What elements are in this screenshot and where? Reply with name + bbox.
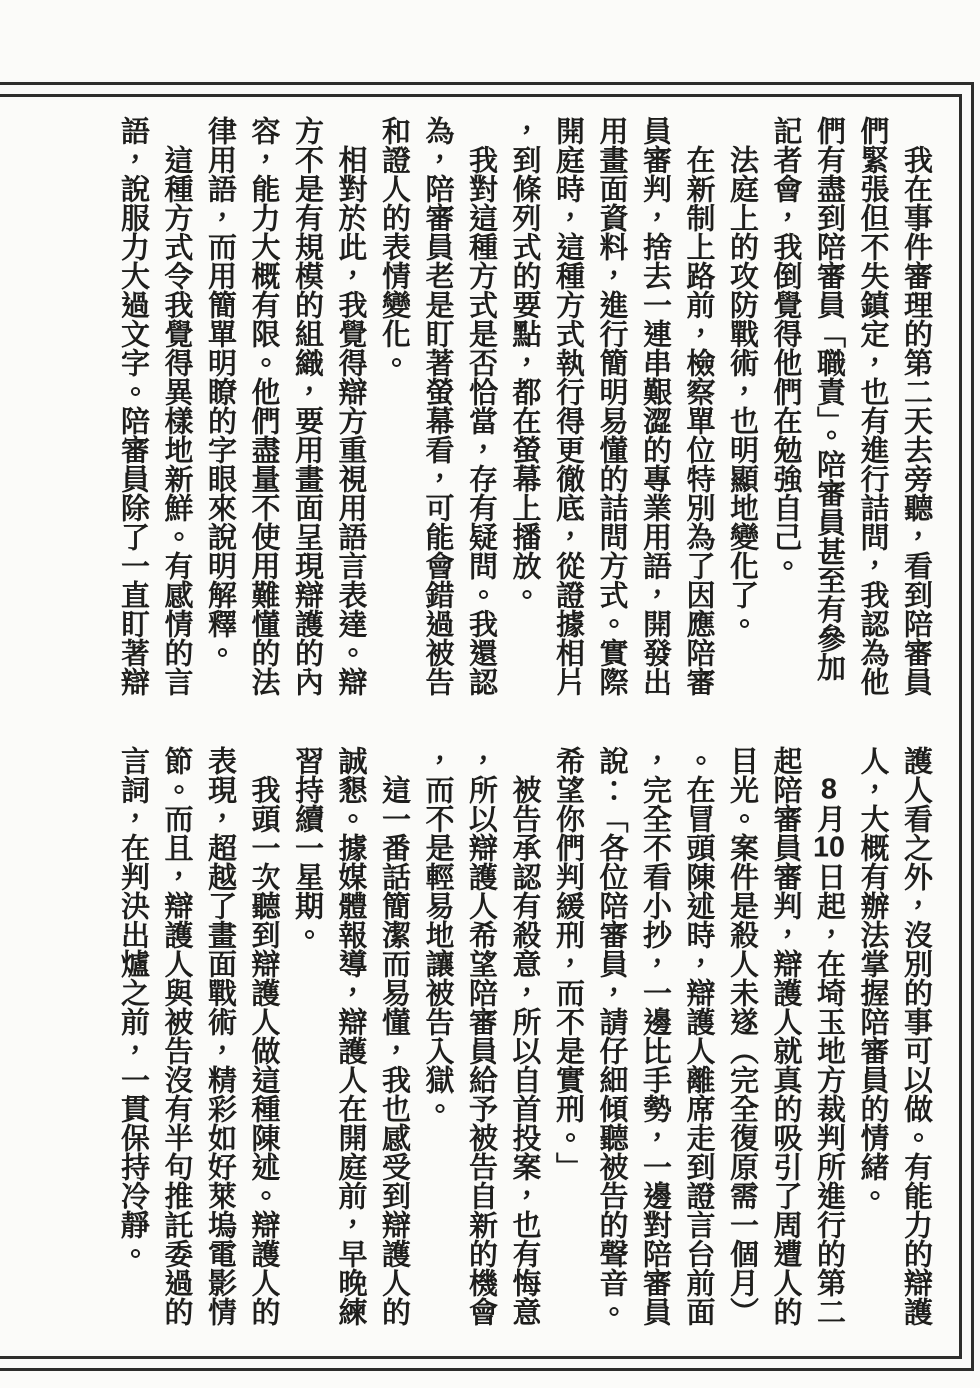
text-block-bottom: [105, 746, 937, 1332]
paragraph: 這一番話簡潔而易懂，我也感受到辯護人的誠懇。據媒體報導，辯護人在開庭前，早晚練習持續一星期。: [291, 746, 410, 1326]
paragraph: 護人看之外，沒別的事可以做。有能力的辯護人，大概有辦法掌握陪審員的情緒。: [856, 746, 932, 1326]
paragraph: 我頭一次聽到辯護人做這種陳述。辯護人的表現，超越了畫面戰術，精彩如好萊塢電影情節。而且，辯護人與被告沒有半句推託委過的言詞，在判決出爐之前，一貫保持冷靜。: [117, 746, 280, 1326]
tate-chu-yoko-number: 8: [820, 775, 838, 804]
paragraph: 在新制上路前，檢察單位特別為了因應陪審員審判，捨去一連串艱澀的專業用語，開發出用畫面資料，進行簡明易懂的詰問方式。實際開庭時，這種方式執行得更徹底，從證據相片，到條列式的要點，都在螢幕上播放。: [508, 116, 715, 696]
paragraph: 我對這種方式是否恰當，存有疑問。我還認為，陪審員老是盯著螢幕看，可能會錯過被告和證人的表情變化。: [378, 116, 497, 696]
paragraph: 我在事件審理的第二天去旁聽，看到陪審員們緊張但不失鎮定，也有進行詰問，我認為他們有盡到陪審員「職責」。陪審員甚至有參加記者會，我倒覺得他們在勉強自己。: [769, 116, 932, 696]
paragraph: 被告承認有殺意，所以自首投案，也有悔意，所以辯護人希望陪審員給予被告自新的機會，而不是輕易地讓被告入獄。: [421, 746, 541, 1326]
paragraph: 法庭上的攻防戰術，也明顯地變化了。: [726, 145, 758, 638]
text-block-top: [105, 116, 937, 702]
paragraph: 8月10日起，在埼玉地方裁判所進行的第二起陪審員審判，辯護人就真的吸引了周遭人的目光。案件是殺人未遂（完全復原需一個月）。在冒頭陳述時，辯護人離席走到證言台前面，完全不看小抄，一邊比手勢，一邊對陪審員說：「各位陪審員，請仔細傾聽被告的聲音。希望你們判緩刑，而不是實刑。」: [552, 746, 845, 1326]
tate-chu-yoko-number: 10: [813, 833, 845, 862]
paragraph: 相對於此，我覺得辯方重視用語言表達。辯方不是有規模的組織，要用畫面呈現辯護的內容，能力大概有限。他們盡量不使用難懂的法律用語，而用簡單明瞭的字眼來說明解釋。: [204, 116, 367, 696]
paragraph: 這種方式令我覺得異樣地新鮮。有感情的言語，說服力大過文字。陪審員除了一直盯著辯: [117, 116, 193, 696]
